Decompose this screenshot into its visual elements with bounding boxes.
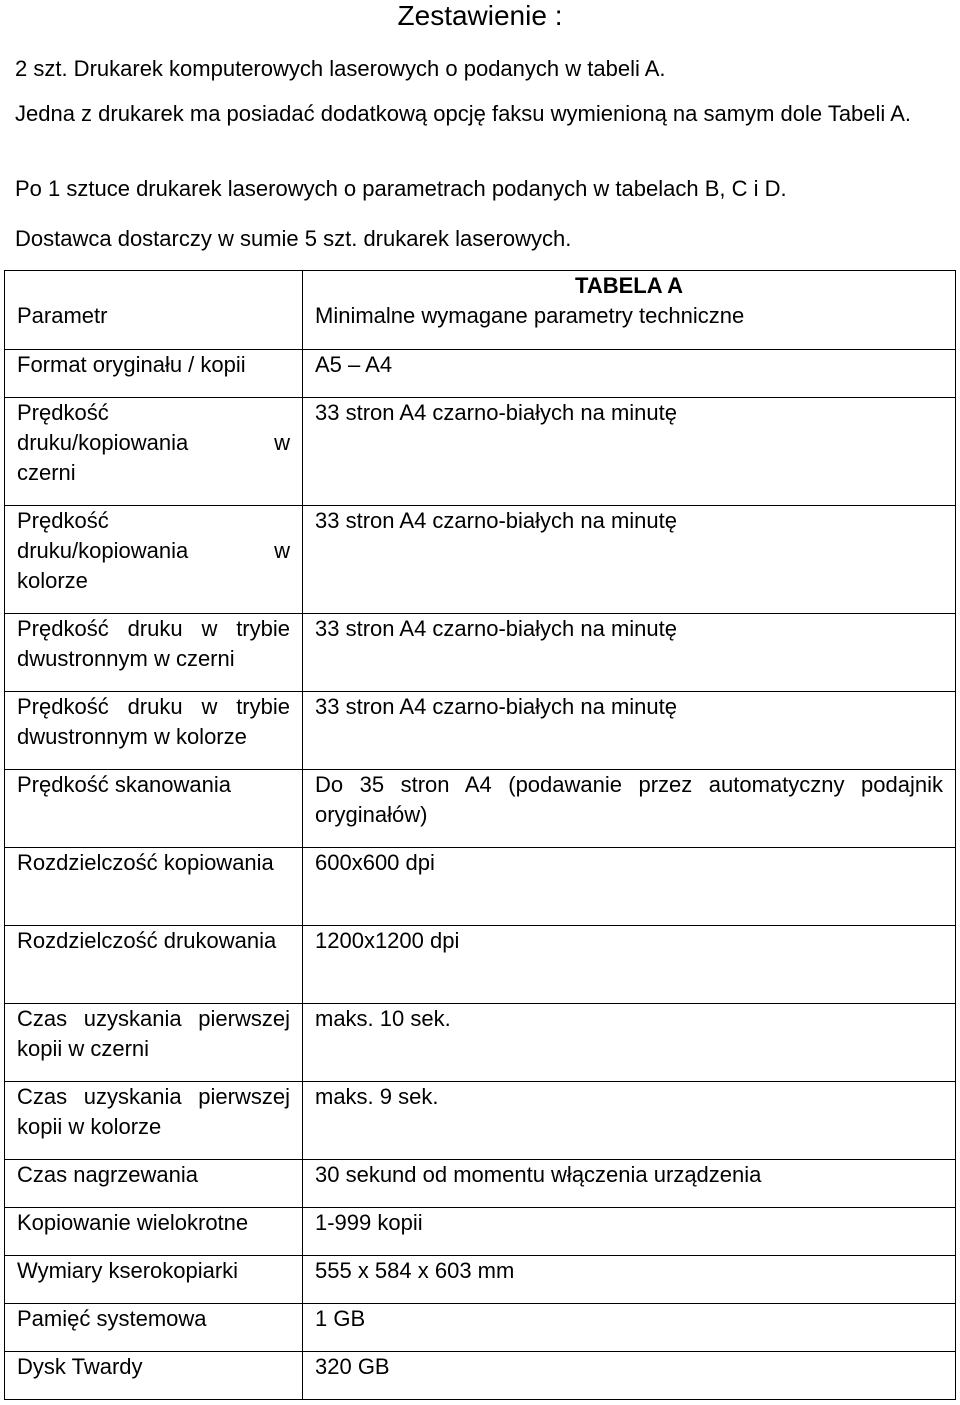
table-row [5,1208,956,1256]
table-cell-value: 33 stron A4 czarno-białych na minutę [303,506,956,614]
table-row [5,506,956,614]
table-cell-param: Rozdzielczość drukowania [5,926,303,1004]
param-word: druku/kopiowania [17,538,189,563]
table-cell-param: Prędkość skanowania [5,770,303,848]
table-cell-value: Do 35 stron A4 (podawanie przez automatyczny podajnik oryginałów) [303,770,956,848]
intro-paragraph-total: Dostawca dostarczy w sumie 5 szt. drukarek laserowych. [15,226,572,251]
table-row [5,1352,956,1400]
table-row [5,1160,956,1208]
spec-table-a [4,270,956,1400]
table-cell-param: Czas uzyskania pierwszej kopii w kolorze [5,1082,303,1160]
table-cell-param: Pamięć systemowa [5,1304,303,1352]
value-column-header-cell [303,271,956,350]
table-row [5,1082,956,1160]
intro-paragraph-quantity: 2 szt. Drukarek komputerowych laserowych o podanych w tabeli A. [15,56,666,81]
table-cell-value: 33 stron A4 czarno-białych na minutę [303,692,956,770]
table-row [5,848,956,926]
table-cell-value: 1-999 kopii [303,1208,956,1256]
param-line [17,428,290,458]
table-row [5,1004,956,1082]
table-cell-param: Wymiary kserokopiarki [5,1256,303,1304]
table-cell-param: Prędkość druku w trybie dwustronnym w czerni [5,614,303,692]
table-cell-value: A5 – A4 [303,350,956,398]
value-column-header: Minimalne wymagane parametry techniczne [315,303,745,328]
page-title: Zestawienie : [397,0,563,31]
table-cell-value: 33 stron A4 czarno-białych na minutę [303,614,956,692]
table-row [5,1304,956,1352]
param-word: w [274,430,290,455]
table-cell-param: Czas nagrzewania [5,1160,303,1208]
table-cell-value: maks. 9 sek. [303,1082,956,1160]
param-word: w [274,538,290,563]
table-cell-param: Czas uzyskania pierwszej kopii w czerni [5,1004,303,1082]
param-column-header: Parametr [5,271,303,350]
table-row [5,614,956,692]
table-row [5,398,956,506]
table-cell-value: 555 x 584 x 603 mm [303,1256,956,1304]
table-cell-value: 1 GB [303,1304,956,1352]
table-cell-param: Kopiowanie wielokrotne [5,1208,303,1256]
table-cell-param [5,398,303,506]
table-cell-value: 33 stron A4 czarno-białych na minutę [303,398,956,506]
param-word: druku/kopiowania [17,430,189,455]
table-header-row [5,271,956,350]
table-row [5,770,956,848]
table-cell-param: Format oryginału / kopii [5,350,303,398]
table-cell-value: 600x600 dpi [303,848,956,926]
intro-paragraph-tables: Po 1 sztuce drukarek laserowych o parametrach podanych w tabelach B, C i D. [15,176,787,201]
table-row [5,692,956,770]
param-line: kolorze [17,568,88,593]
table-row [5,350,956,398]
table-cell-value: maks. 10 sek. [303,1004,956,1082]
intro-paragraph-fax: Jedna z drukarek ma posiadać dodatkową opcję faksu wymienioną na samym dole Tabeli A. [15,101,911,126]
param-line: czerni [17,460,76,485]
table-cell-value: 320 GB [303,1352,956,1400]
table-row [5,926,956,1004]
table-row [5,1256,956,1304]
table-cell-param: Dysk Twardy [5,1352,303,1400]
table-cell-param [5,506,303,614]
table-cell-value: 30 sekund od momentu włączenia urządzenia [303,1160,956,1208]
table-cell-param: Prędkość druku w trybie dwustronnym w kolorze [5,692,303,770]
table-caption: TABELA A [575,273,683,298]
table-cell-value: 1200x1200 dpi [303,926,956,1004]
param-line: Prędkość [17,400,109,425]
table-cell-param: Rozdzielczość kopiowania [5,848,303,926]
param-line: Prędkość [17,508,109,533]
param-line [17,536,290,566]
